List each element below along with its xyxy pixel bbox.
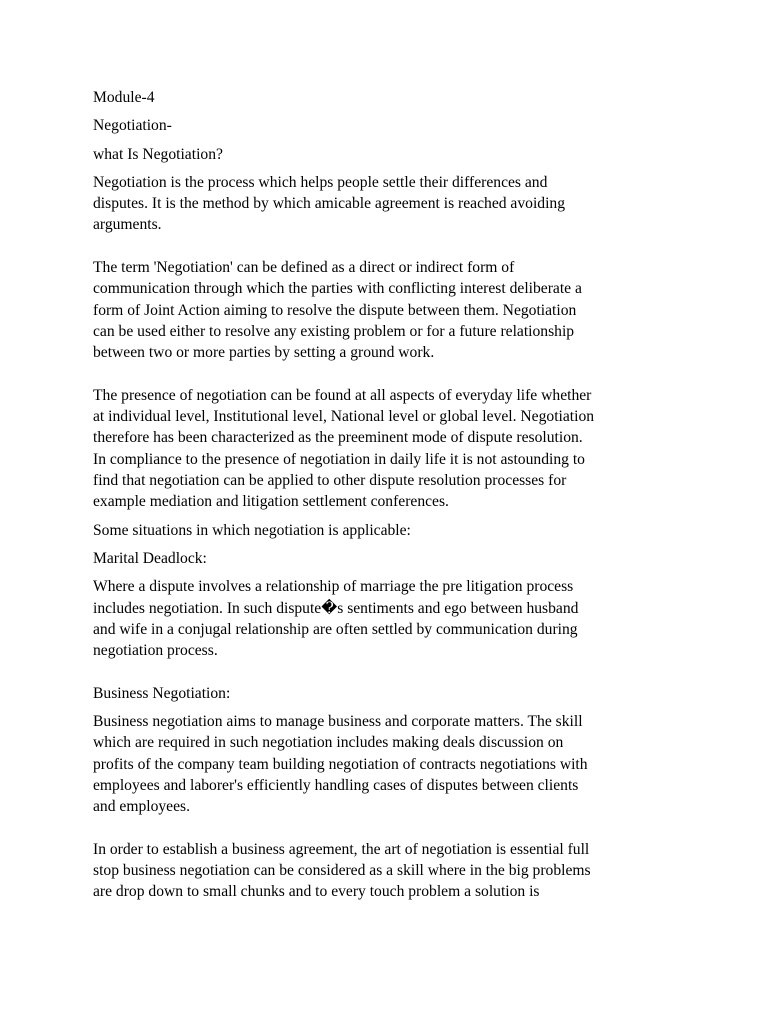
paragraph-line: Where a dispute involves a relationship of marriage the pre litigation process: [93, 578, 574, 596]
paragraph-3: [93, 385, 663, 513]
paragraph-line: Negotiation is the process which helps people settle their differences and: [93, 173, 548, 191]
paragraph-line: stop business negotiation can be considered as a skill where in the big problems: [93, 862, 591, 880]
paragraph-line: communication through which the parties with conflicting interest deliberate a: [93, 280, 582, 298]
paragraph-line: are drop down to small chunks and to every touch problem a solution is: [93, 883, 540, 901]
paragraph-line: The term 'Negotiation' can be defined as a direct or indirect form of: [93, 259, 515, 277]
paragraph-line: In order to establish a business agreement, the art of negotiation is essential full: [93, 840, 590, 858]
paragraph-line: example mediation and litigation settlement conferences.: [93, 493, 449, 511]
marital-heading: Marital Deadlock:: [93, 549, 207, 567]
paragraph-line: In compliance to the presence of negotiation in daily life it is not astounding to: [93, 450, 585, 468]
module-heading: Module-4: [93, 89, 155, 106]
situations-intro: Some situations in which negotiation is applicable:: [93, 521, 411, 539]
paragraph-5: [93, 711, 663, 817]
paragraph-4: [93, 576, 663, 661]
paragraph-line: Business negotiation aims to manage business and corporate matters. The skill: [93, 713, 583, 731]
paragraph-6: [93, 839, 663, 903]
paragraph-line: arguments.: [93, 216, 162, 234]
paragraph-2: [93, 257, 663, 363]
paragraph-line: employees and laborer's efficiently handling cases of disputes between clients: [93, 776, 579, 794]
paragraph-line: includes negotiation. In such dispute�s sentiments and ego between husband: [93, 599, 579, 617]
question-heading: what Is Negotiation?: [93, 145, 223, 163]
paragraph-line: which are required in such negotiation includes making deals discussion on: [93, 734, 564, 752]
business-heading: Business Negotiation:: [93, 684, 231, 702]
paragraph-1: [93, 172, 663, 236]
document-body: [93, 87, 663, 903]
paragraph-line: therefore has been characterized as the preeminent mode of dispute resolution.: [93, 429, 583, 447]
paragraph-line: can be used either to resolve any existing problem or for a future relationship: [93, 322, 575, 340]
paragraph-line: disputes. It is the method by which amicable agreement is reached avoiding: [93, 195, 566, 213]
paragraph-line: and wife in a conjugal relationship are often settled by communication during: [93, 620, 578, 638]
paragraph-line: form of Joint Action aiming to resolve the dispute between them. Negotiation: [93, 301, 577, 319]
paragraph-line: at individual level, Institutional level, National level or global level. Negotiation: [93, 408, 595, 426]
paragraph-line: profits of the company team building negotiation of contracts negotiations with: [93, 755, 588, 773]
topic-heading: Negotiation-: [93, 117, 172, 135]
paragraph-line: between two or more parties by setting a ground work.: [93, 344, 435, 362]
paragraph-line: negotiation process.: [93, 642, 218, 660]
paragraph-line: The presence of negotiation can be found at all aspects of everyday life whether: [93, 386, 592, 404]
paragraph-line: find that negotiation can be applied to other dispute resolution processes for: [93, 472, 567, 490]
paragraph-line: and employees.: [93, 798, 190, 816]
